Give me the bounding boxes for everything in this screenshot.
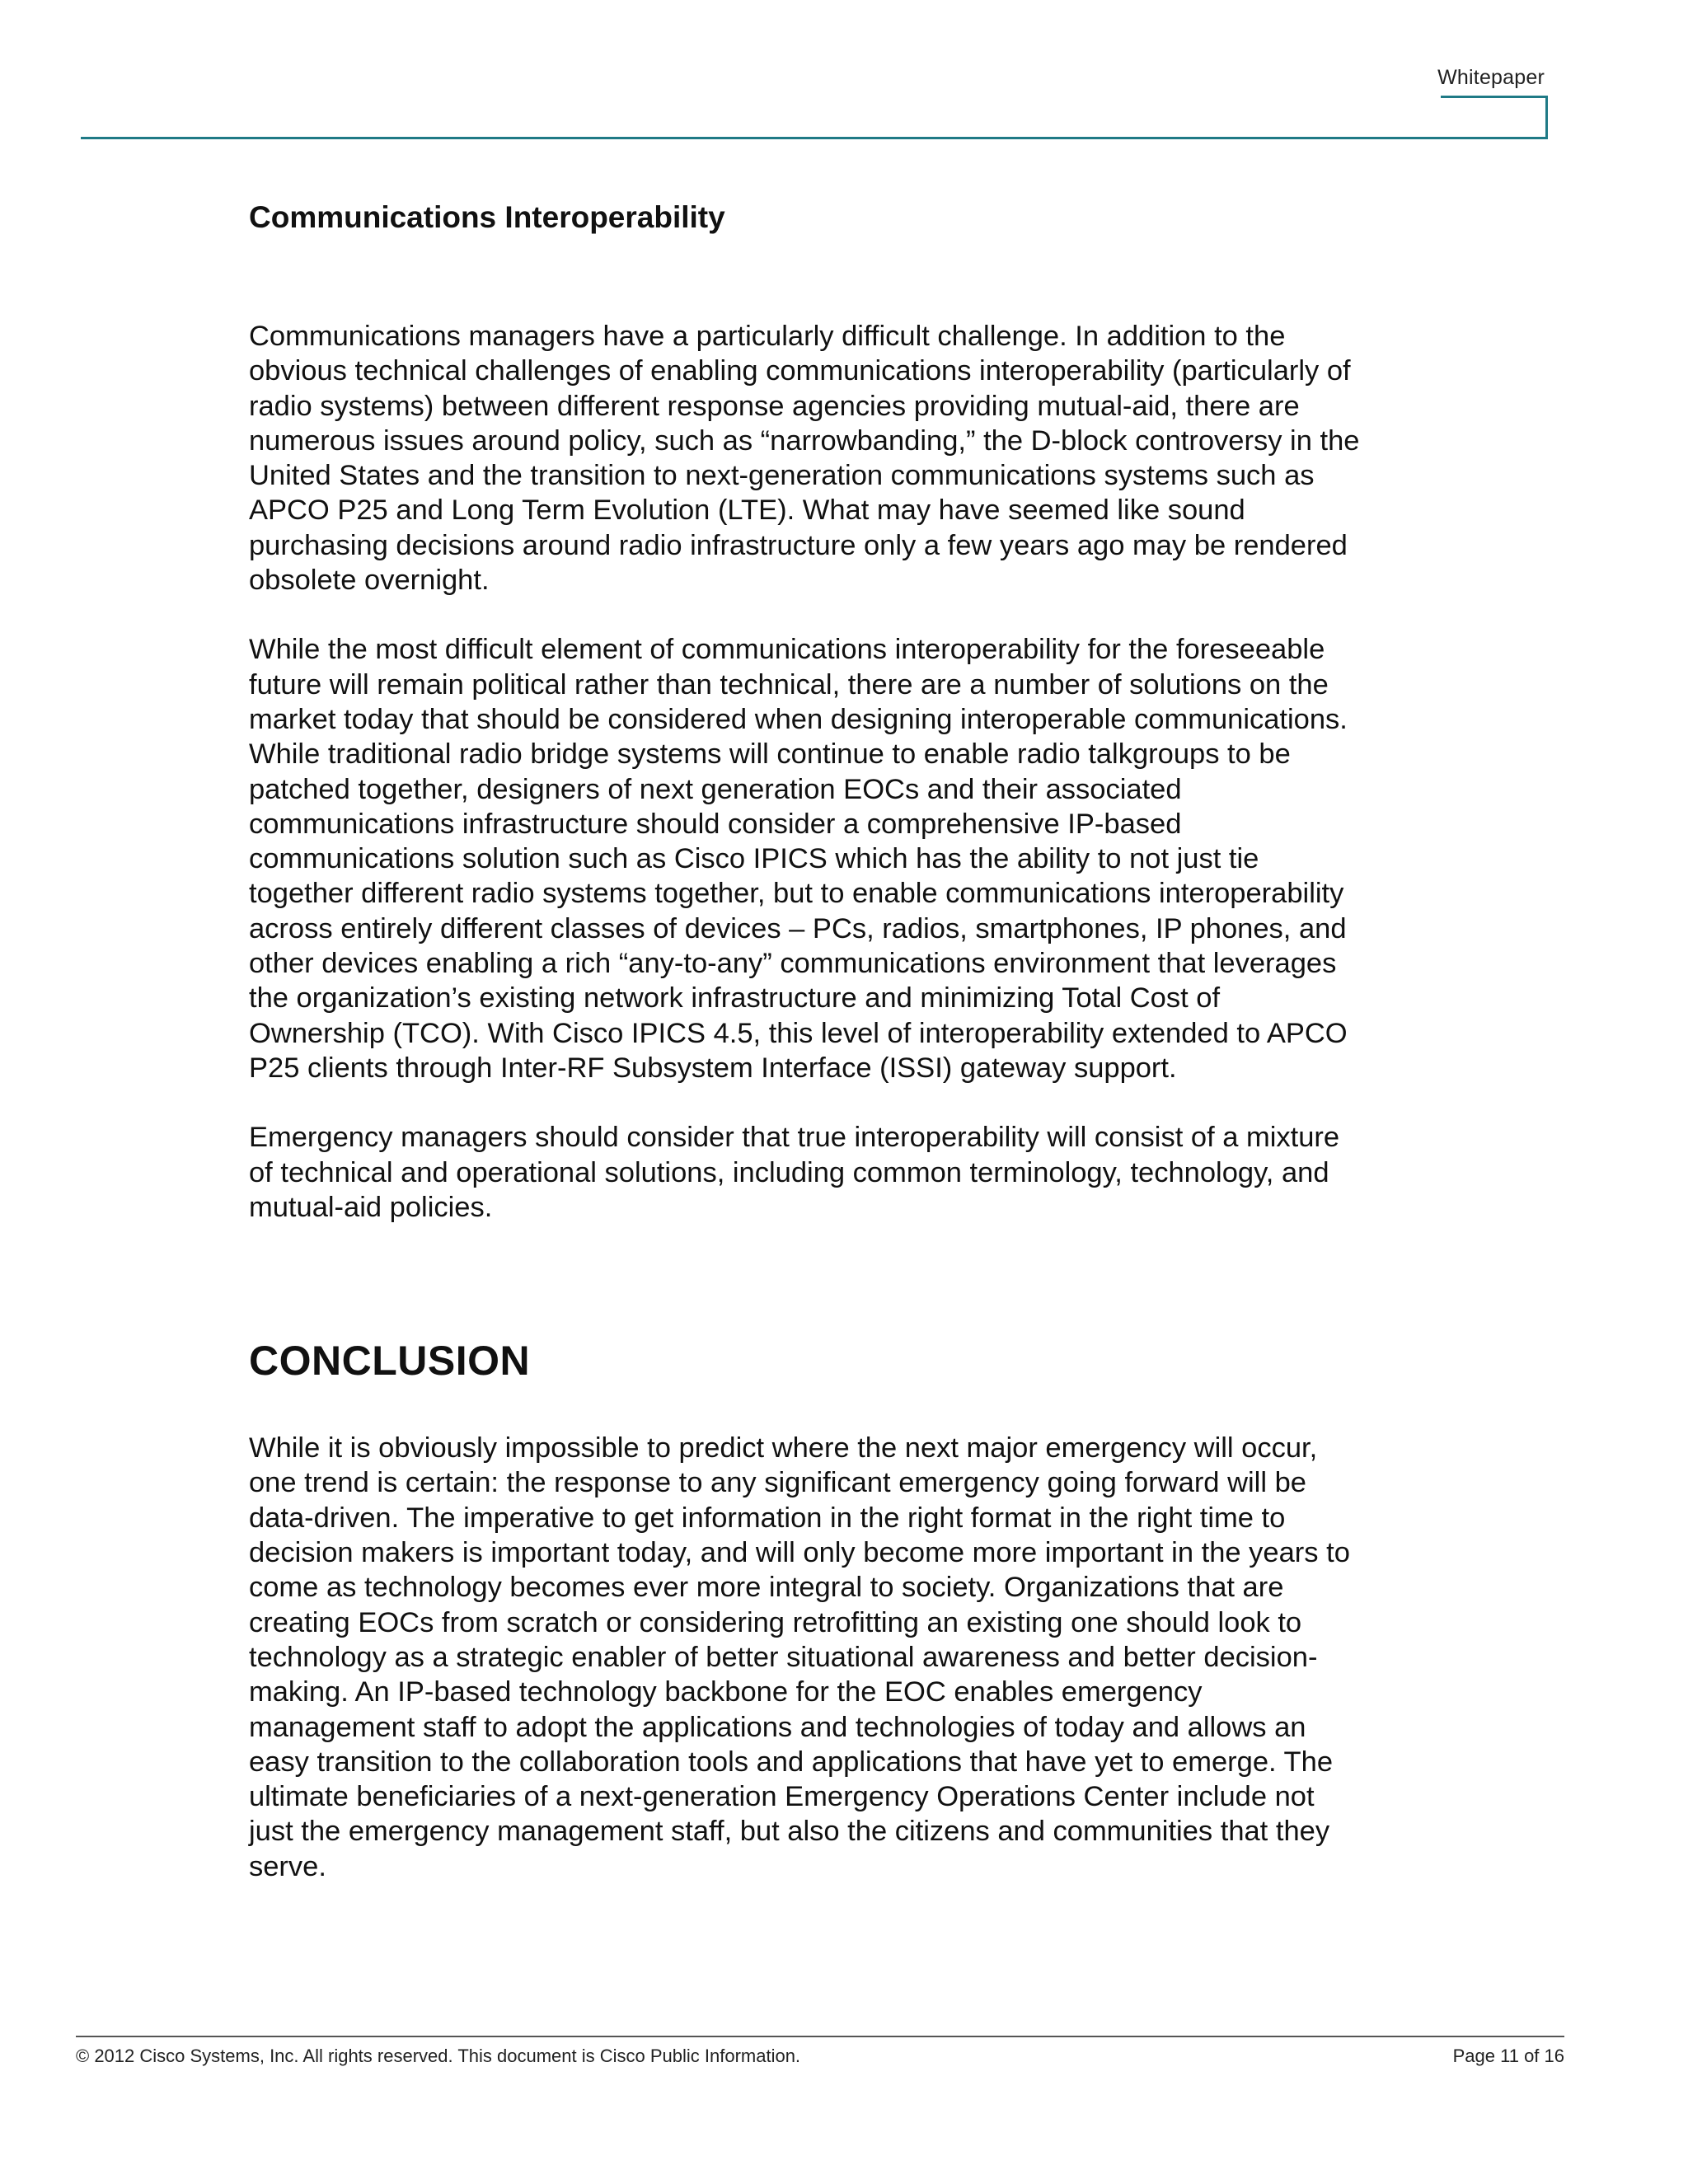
page-header [81, 58, 1548, 143]
copyright-notice: © 2012 Cisco Systems, Inc. All rights reserved. This document is Cisco Public Information. [76, 2046, 801, 2066]
section-paragraph-2: While the most difficult element of communications interoperability for the foreseeable future will remain political rather than technical, there are a number of solutions on the market today that should be considered when designing interoperable communications. While traditional radio bridge systems will continue to enable radio talkgroups to be patched together, designers of next generation EOCs and their associated communications infrastructure should consider a comprehensive IP-based communications solution such as Cisco IPICS which has the ability to not just tie together different radio systems together, but to enable communications interoperability across entirely different classes of devices – PCs, radios, smartphones, IP phones, and other devices enabling a rich “any-to-any” communications environment that leverages the organization’s existing network infrastructure and minimizing Total Cost of Ownership (TCO). With Cisco IPICS 4.5, this level of interoperability extended to APCO P25 clients through Inter-RF Subsystem Interface (ISSI) gateway support. [249, 634, 1348, 1084]
section-paragraph-1: Communications managers have a particularly difficult challenge. In addition to the obvious technical challenges of enabling communications interoperability (particularly of radio systems) between different response agencies providing mutual-aid, there are numerous issues around policy, such as “narrowbanding,” the D-block controversy in the United States and the transition to next-generation communications systems such as APCO P25 and Long Term Evolution (LTE). What may have seemed like sound purchasing decisions around radio infrastructure only a few years ago may be rendered obsolete overnight. [249, 321, 1360, 597]
section-heading: Communications Interoperability [249, 200, 725, 234]
conclusion-heading: CONCLUSION [249, 1338, 531, 1385]
header-rule [81, 137, 1548, 139]
document-body [249, 194, 1452, 1919]
section-paragraph-3: Emergency managers should consider that true interoperability will consist of a mixture of technical and operational solutions, including common terminology, technology, and mutual-aid policies. [249, 1122, 1340, 1223]
page-number: Page 11 of 16 [1452, 2046, 1564, 2066]
conclusion-paragraph: While it is obviously impossible to predict where the next major emergency will occur, one trend is certain: the response to any significant emergency going forward will be data-driven. The imperative to get information in the right format in the right time to decision makers is important today, and will only become more important in the years to come as technology becomes ever more integral to society. Organizations that are creating EOCs from scratch or considering retrofitting an existing one should look to technology as a strategic enabler of better situational awareness and better decision- making. An IP-based technology backbone for the EOC enables emergency management staff to adopt the applications and technologies of today and allows an easy transition to the collaboration tools and applications that have yet to emerge. The ultimate beneficiaries of a next-generation Emergency Operations Center include not just the emergency management staff, but also the citizens and communities that they serve. [249, 1432, 1350, 1882]
header-tab-decoration [1441, 96, 1548, 137]
document-type-label: Whitepaper [1437, 66, 1545, 89]
page-footer [76, 2036, 1564, 2070]
